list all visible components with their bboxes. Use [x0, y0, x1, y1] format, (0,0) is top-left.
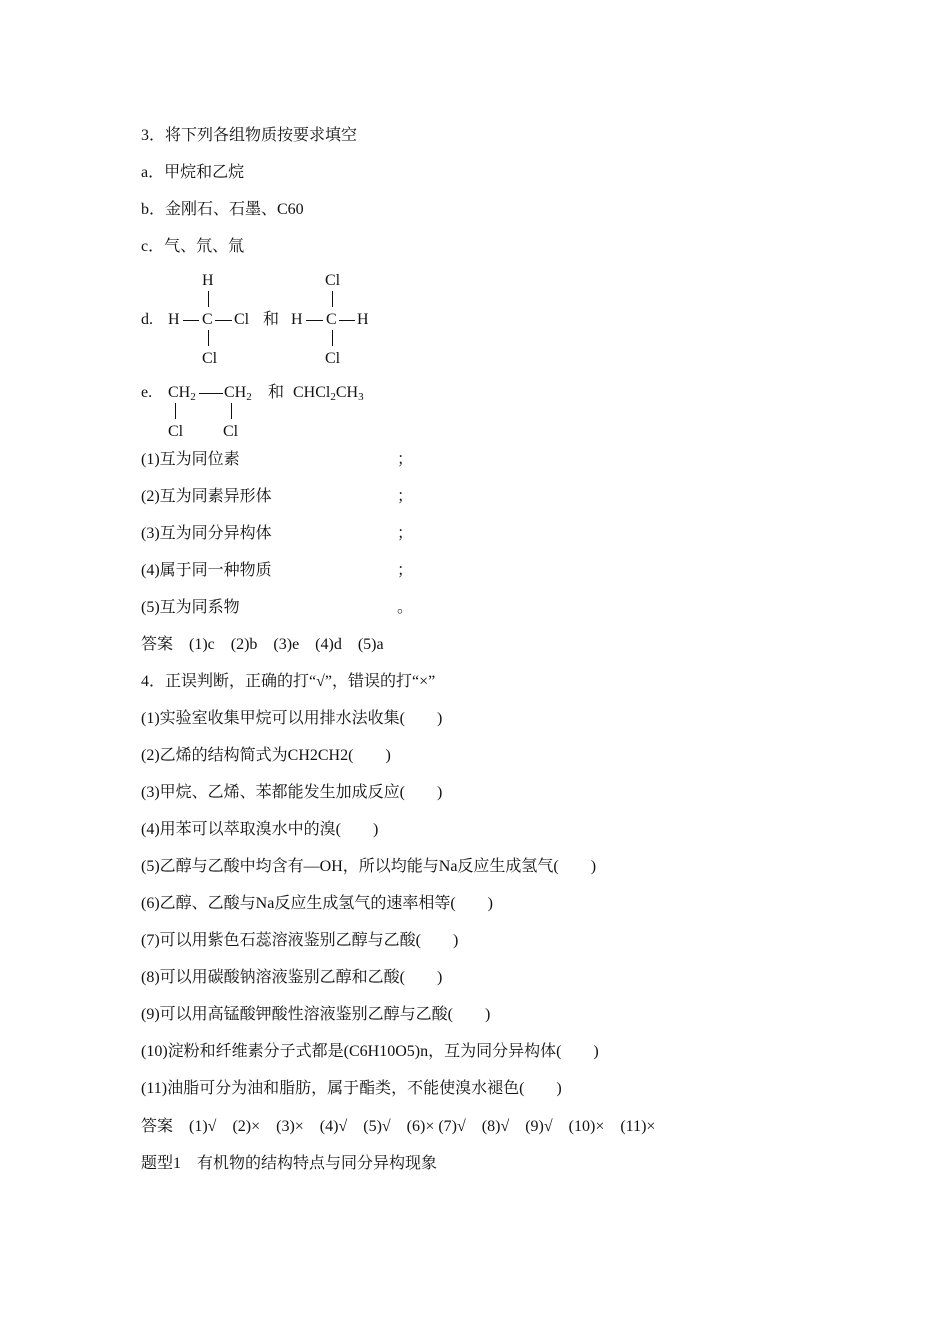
e-ch2-right: [224, 383, 252, 407]
q4-answer: 答案 (1)√ (2)× (3)× (4)√ (5)√ (6)× (7)√ (8)√ (9)√ (10)× (11)×: [141, 1118, 656, 1135]
q4-item-11: (11)油脂可分为油和脂肪，属于酯类，不能使溴水褪色( ): [141, 1080, 562, 1097]
e-right-cl: Cl: [223, 423, 239, 440]
m2-left-bond: [306, 320, 323, 321]
q3-option-c: c．气、氘、氚: [141, 238, 245, 255]
option-d-and: 和: [263, 311, 280, 328]
m1-right-bond: [215, 320, 232, 321]
q3-item-5-text: (5)互为同系物: [141, 599, 240, 616]
e-ch2-left: [168, 383, 196, 407]
q4-item-5: (5)乙醇与乙酸中均含有—OH，所以均能与Na反应生成氢气( ): [141, 858, 597, 875]
q4-item-2: (2)乙烯的结构简式为CH2CH2( ): [141, 747, 391, 764]
section-heading: 题型1 有机物的结构特点与同分异构现象: [141, 1155, 438, 1172]
q3-item-2-text: (2)互为同素异形体: [141, 488, 272, 505]
m2-bottom-bond: [332, 330, 333, 346]
m1-center-atom: C: [202, 311, 213, 328]
q3-item-1-text: (1)互为同位素: [141, 451, 240, 468]
m1-left-bond: [183, 320, 199, 321]
m2-right-bond: [339, 320, 355, 321]
m1-top-bond: [208, 291, 209, 307]
q3-item-4-end: ；: [397, 562, 414, 579]
q3-answer: 答案 (1)c (2)b (3)e (4)d (5)a: [141, 636, 384, 653]
q4-item-8: (8)可以用碳酸钠溶液鉴别乙醇和乙酸( ): [141, 969, 443, 986]
m2-bottom-atom: Cl: [325, 350, 341, 367]
q3-option-b: b．金刚石、石墨、C60: [141, 201, 304, 218]
e-other-mid: CH: [335, 384, 359, 401]
q3-item-2: [141, 487, 413, 507]
e-right-cl-bond: [231, 403, 232, 419]
e-other-sub2: 2: [330, 391, 336, 403]
m1-right-atom: Cl: [234, 311, 250, 328]
e-ch2-left-text: CH: [168, 384, 191, 401]
m2-top-atom: Cl: [325, 272, 341, 289]
e-other-sub3: 3: [358, 391, 364, 403]
q3-title: 3．将下列各组物质按要求填空: [141, 127, 358, 144]
q3-item-3-end: ；: [397, 525, 414, 542]
q4-item-1: (1)实验室收集甲烷可以用排水法收集( ): [141, 710, 443, 727]
e-left-cl: Cl: [168, 423, 184, 440]
q3-item-2-end: ；: [397, 488, 414, 505]
m2-top-bond: [332, 291, 333, 307]
option-e-label: e.: [141, 384, 153, 401]
q4-item-4: (4)用苯可以萃取溴水中的溴( ): [141, 821, 379, 838]
q3-item-4: [141, 561, 413, 581]
option-e-and: 和: [268, 384, 285, 401]
q4-item-7: (7)可以用紫色石蕊溶液鉴别乙醇与乙酸( ): [141, 932, 459, 949]
e-other-prefix: CHCl: [293, 384, 331, 401]
m1-left-atom: H: [168, 311, 180, 328]
q3-item-4-text: (4)属于同一种物质: [141, 562, 272, 579]
m1-bottom-atom: Cl: [202, 350, 218, 367]
e-ch2-right-sub: 2: [246, 391, 252, 403]
option-d-label: d.: [141, 311, 153, 328]
m2-right-atom: H: [357, 311, 369, 328]
e-ch2-right-text: CH: [224, 384, 247, 401]
m2-left-atom: H: [291, 311, 303, 328]
m1-top-atom: H: [202, 272, 214, 289]
q3-option-a: a．甲烷和乙烷: [141, 164, 245, 181]
q4-item-3: (3)甲烷、乙烯、苯都能发生加成反应( ): [141, 784, 443, 801]
q4-item-9: (9)可以用高锰酸钾酸性溶液鉴别乙醇与乙酸( ): [141, 1006, 491, 1023]
m1-bottom-bond: [208, 330, 209, 346]
q3-item-3-text: (3)互为同分异构体: [141, 525, 272, 542]
e-left-cl-bond: [175, 403, 176, 419]
q4-item-6: (6)乙醇、乙酸与Na反应生成氢气的速率相等( ): [141, 895, 493, 912]
e-ch2-left-sub: 2: [190, 391, 196, 403]
q3-item-5-end: 。: [397, 599, 414, 616]
q3-item-3: [141, 524, 413, 544]
e-cc-bond: [199, 393, 223, 394]
q3-item-5: [141, 598, 413, 618]
e-other-formula: [293, 383, 364, 407]
q3-item-1-end: ；: [397, 451, 414, 468]
m2-center-atom: C: [326, 311, 337, 328]
q3-item-1: [141, 450, 413, 470]
q4-item-10: (10)淀粉和纤维素分子式都是(C6H10O5)n，互为同分异构体( ): [141, 1043, 599, 1060]
q4-title: 4．正误判断，正确的打“√”，错误的打“×”: [141, 673, 436, 690]
